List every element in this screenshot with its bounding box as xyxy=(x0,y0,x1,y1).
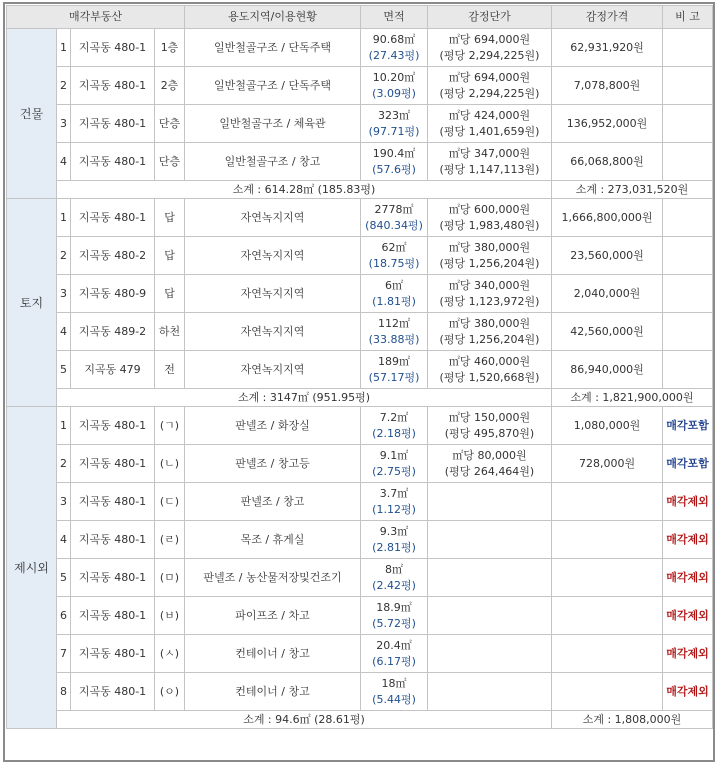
item-location: 지곡동 480-9 xyxy=(71,275,155,313)
item-unit-cell xyxy=(428,559,552,597)
table-row xyxy=(7,597,713,635)
item-area: 7.2㎡ xyxy=(379,410,409,424)
header-use: 용도지역/이용현황 xyxy=(185,6,361,29)
group-label: 건물 xyxy=(7,29,57,199)
table-row xyxy=(7,351,713,389)
item-location: 지곡동 480-1 xyxy=(71,559,155,597)
item-area: 112㎡ xyxy=(378,316,411,330)
item-use: 판넬조 / 창고 xyxy=(185,483,361,521)
item-area-cell xyxy=(361,351,428,389)
item-price: 7,078,800원 xyxy=(552,67,663,105)
subtotal-price: 소계 : 1,821,900,000원 xyxy=(552,389,713,407)
item-unit-pyeong: (평당 1,147,113원) xyxy=(439,162,540,176)
item-price xyxy=(552,673,663,711)
item-area-cell xyxy=(361,673,428,711)
table-row xyxy=(7,313,713,351)
item-price xyxy=(552,559,663,597)
item-floor: (ㅅ) xyxy=(155,635,185,673)
item-number: 1 xyxy=(57,407,71,445)
item-number: 3 xyxy=(57,105,71,143)
item-area-cell xyxy=(361,597,428,635)
item-price: 86,940,000원 xyxy=(552,351,663,389)
table-row xyxy=(7,275,713,313)
item-use: 컨테이너 / 창고 xyxy=(185,635,361,673)
item-unit-cell xyxy=(428,407,552,445)
item-location: 지곡동 480-1 xyxy=(71,521,155,559)
item-floor: (ㅂ) xyxy=(155,597,185,635)
item-price: 1,666,800,000원 xyxy=(552,199,663,237)
item-area-cell xyxy=(361,559,428,597)
group-label: 토지 xyxy=(7,199,57,407)
item-area: 323㎡ xyxy=(378,108,411,122)
item-floor: 답 xyxy=(155,275,185,313)
item-number: 5 xyxy=(57,351,71,389)
item-area-cell xyxy=(361,199,428,237)
item-area-cell xyxy=(361,275,428,313)
item-location: 지곡동 480-1 xyxy=(71,105,155,143)
item-unit-pyeong: (평당 2,294,225원) xyxy=(439,86,540,100)
item-price: 136,952,000원 xyxy=(552,105,663,143)
item-pyeong: (2.42평) xyxy=(372,578,416,592)
item-floor: 답 xyxy=(155,237,185,275)
item-floor: 2층 xyxy=(155,67,185,105)
item-number: 4 xyxy=(57,143,71,181)
table-row xyxy=(7,635,713,673)
item-area: 20.4㎡ xyxy=(376,638,412,652)
item-note xyxy=(663,351,713,389)
item-note xyxy=(663,275,713,313)
table-row xyxy=(7,483,713,521)
header-row xyxy=(7,6,713,29)
item-floor: 단층 xyxy=(155,105,185,143)
table-row xyxy=(7,445,713,483)
item-floor: (ㄴ) xyxy=(155,445,185,483)
item-area-cell xyxy=(361,407,428,445)
item-unit-pyeong: (평당 495,870원) xyxy=(444,426,535,440)
item-unit-sqm: ㎡당 380,000원 xyxy=(448,316,531,330)
item-area: 9.3㎡ xyxy=(379,524,409,538)
item-area-cell xyxy=(361,105,428,143)
item-price: 66,068,800원 xyxy=(552,143,663,181)
item-area: 2778㎡ xyxy=(374,202,414,216)
item-location: 지곡동 480-1 xyxy=(71,407,155,445)
item-unit-pyeong: (평당 1,520,668원) xyxy=(439,370,540,384)
item-unit-cell xyxy=(428,445,552,483)
item-area-cell xyxy=(361,67,428,105)
item-use: 판넬조 / 창고등 xyxy=(185,445,361,483)
item-price: 1,080,000원 xyxy=(552,407,663,445)
item-floor: 하천 xyxy=(155,313,185,351)
item-note: 매각제외 xyxy=(663,597,713,635)
item-area: 90.68㎡ xyxy=(372,32,416,46)
item-location: 지곡동 489-2 xyxy=(71,313,155,351)
item-use: 일반철골구조 / 단독주택 xyxy=(185,67,361,105)
item-use: 일반철골구조 / 창고 xyxy=(185,143,361,181)
item-pyeong: (840.34평) xyxy=(365,218,423,232)
item-area: 18.9㎡ xyxy=(376,600,412,614)
item-unit-sqm: ㎡당 380,000원 xyxy=(448,240,531,254)
item-unit-sqm: ㎡당 347,000원 xyxy=(448,146,531,160)
item-pyeong: (5.72평) xyxy=(372,616,416,630)
item-floor: 전 xyxy=(155,351,185,389)
item-area: 9.1㎡ xyxy=(379,448,409,462)
item-area-cell xyxy=(361,29,428,67)
subtotal-area: 소계 : 94.6㎡ (28.61평) xyxy=(57,711,552,729)
subtotal-area: 소계 : 3147㎡ (951.95평) xyxy=(57,389,552,407)
item-price xyxy=(552,635,663,673)
subtotal-row xyxy=(7,711,713,729)
item-area: 6㎡ xyxy=(385,278,404,292)
item-pyeong: (3.09평) xyxy=(372,86,416,100)
header-area: 면적 xyxy=(361,6,428,29)
item-use: 자연녹지지역 xyxy=(185,351,361,389)
auction-property-table xyxy=(6,5,713,729)
item-unit-cell xyxy=(428,483,552,521)
item-area: 190.4㎡ xyxy=(372,146,416,160)
item-area-cell xyxy=(361,237,428,275)
item-use: 파이프조 / 차고 xyxy=(185,597,361,635)
item-number: 3 xyxy=(57,275,71,313)
item-note xyxy=(663,105,713,143)
item-area-cell xyxy=(361,521,428,559)
item-area: 18㎡ xyxy=(381,676,407,690)
item-unit-sqm: ㎡당 694,000원 xyxy=(448,70,531,84)
item-number: 2 xyxy=(57,67,71,105)
table-row xyxy=(7,559,713,597)
item-pyeong: (6.17평) xyxy=(372,654,416,668)
item-use: 판넬조 / 화장실 xyxy=(185,407,361,445)
item-price: 728,000원 xyxy=(552,445,663,483)
item-use: 판넬조 / 농산물저장및건조기 xyxy=(185,559,361,597)
item-floor: 답 xyxy=(155,199,185,237)
item-use: 일반철골구조 / 체육관 xyxy=(185,105,361,143)
item-location: 지곡동 480-1 xyxy=(71,445,155,483)
item-floor: 단층 xyxy=(155,143,185,181)
item-unit-sqm: ㎡당 460,000원 xyxy=(448,354,531,368)
item-use: 자연녹지지역 xyxy=(185,313,361,351)
item-unit-cell xyxy=(428,105,552,143)
item-pyeong: (57.17평) xyxy=(368,370,420,384)
item-use: 자연녹지지역 xyxy=(185,275,361,313)
item-use: 자연녹지지역 xyxy=(185,199,361,237)
item-unit-sqm: ㎡당 340,000원 xyxy=(448,278,531,292)
item-location: 지곡동 480-1 xyxy=(71,673,155,711)
item-unit-sqm: ㎡당 600,000원 xyxy=(448,202,531,216)
table-row xyxy=(7,237,713,275)
table-row xyxy=(7,521,713,559)
item-note: 매각제외 xyxy=(663,483,713,521)
item-use: 목조 / 휴게실 xyxy=(185,521,361,559)
item-price xyxy=(552,597,663,635)
item-number: 1 xyxy=(57,29,71,67)
item-number: 8 xyxy=(57,673,71,711)
table-row xyxy=(7,143,713,181)
item-pyeong: (57.6평) xyxy=(372,162,416,176)
item-location: 지곡동 480-1 xyxy=(71,199,155,237)
item-note xyxy=(663,67,713,105)
item-note: 매각포함 xyxy=(663,445,713,483)
item-note: 매각제외 xyxy=(663,635,713,673)
item-area-cell xyxy=(361,313,428,351)
table-body xyxy=(7,29,713,729)
item-pyeong: (18.75평) xyxy=(368,256,420,270)
table-row xyxy=(7,67,713,105)
group-label: 제시외 xyxy=(7,407,57,729)
item-number: 7 xyxy=(57,635,71,673)
header-note: 비 고 xyxy=(663,6,713,29)
item-unit-cell xyxy=(428,521,552,559)
item-unit-cell xyxy=(428,597,552,635)
item-pyeong: (1.12평) xyxy=(372,502,416,516)
item-unit-pyeong: (평당 1,401,659원) xyxy=(439,124,540,138)
table-row xyxy=(7,29,713,67)
item-area: 10.20㎡ xyxy=(372,70,416,84)
item-unit-cell xyxy=(428,67,552,105)
item-floor: (ㄱ) xyxy=(155,407,185,445)
item-price xyxy=(552,521,663,559)
item-unit-cell xyxy=(428,673,552,711)
item-unit-pyeong: (평당 2,294,225원) xyxy=(439,48,540,62)
item-note: 매각제외 xyxy=(663,559,713,597)
item-number: 2 xyxy=(57,237,71,275)
item-unit-sqm: ㎡당 150,000원 xyxy=(448,410,531,424)
item-floor: (ㅇ) xyxy=(155,673,185,711)
item-area: 3.7㎡ xyxy=(379,486,409,500)
item-floor: 1층 xyxy=(155,29,185,67)
item-unit-pyeong: (평당 1,256,204원) xyxy=(439,256,540,270)
item-unit-cell xyxy=(428,635,552,673)
item-note xyxy=(663,199,713,237)
item-location: 지곡동 480-2 xyxy=(71,237,155,275)
item-pyeong: (33.88평) xyxy=(368,332,420,346)
item-note: 매각포함 xyxy=(663,407,713,445)
item-number: 1 xyxy=(57,199,71,237)
item-unit-pyeong: (평당 1,983,480원) xyxy=(439,218,540,232)
table-row xyxy=(7,105,713,143)
item-number: 2 xyxy=(57,445,71,483)
item-floor: (ㄹ) xyxy=(155,521,185,559)
header-price: 감정가격 xyxy=(552,6,663,29)
subtotal-price: 소계 : 1,808,000원 xyxy=(552,711,713,729)
item-location: 지곡동 480-1 xyxy=(71,483,155,521)
item-note: 매각제외 xyxy=(663,673,713,711)
item-price: 62,931,920원 xyxy=(552,29,663,67)
item-pyeong: (27.43평) xyxy=(368,48,420,62)
item-price xyxy=(552,483,663,521)
item-unit-cell xyxy=(428,313,552,351)
item-number: 4 xyxy=(57,313,71,351)
item-floor: (ㄷ) xyxy=(155,483,185,521)
item-unit-cell xyxy=(428,143,552,181)
item-number: 6 xyxy=(57,597,71,635)
subtotal-price: 소계 : 273,031,520원 xyxy=(552,181,713,199)
item-area-cell xyxy=(361,445,428,483)
item-location: 지곡동 480-1 xyxy=(71,143,155,181)
item-location: 지곡동 480-1 xyxy=(71,597,155,635)
item-unit-cell xyxy=(428,275,552,313)
item-location: 지곡동 479 xyxy=(71,351,155,389)
item-note xyxy=(663,143,713,181)
item-floor: (ㅁ) xyxy=(155,559,185,597)
item-unit-pyeong: (평당 1,256,204원) xyxy=(439,332,540,346)
header-property: 매각부동산 xyxy=(7,6,185,29)
item-use: 컨테이너 / 창고 xyxy=(185,673,361,711)
item-area-cell xyxy=(361,635,428,673)
item-unit-cell xyxy=(428,237,552,275)
item-pyeong: (2.18평) xyxy=(372,426,416,440)
item-number: 3 xyxy=(57,483,71,521)
item-number: 5 xyxy=(57,559,71,597)
item-unit-sqm: ㎡당 694,000원 xyxy=(448,32,531,46)
item-pyeong: (97.71평) xyxy=(368,124,420,138)
item-area-cell xyxy=(361,143,428,181)
item-number: 4 xyxy=(57,521,71,559)
item-area: 189㎡ xyxy=(378,354,411,368)
item-location: 지곡동 480-1 xyxy=(71,29,155,67)
item-unit-pyeong: (평당 1,123,972원) xyxy=(439,294,540,308)
item-unit-sqm: ㎡당 80,000원 xyxy=(452,448,527,462)
item-unit-pyeong: (평당 264,464원) xyxy=(444,464,535,478)
item-note xyxy=(663,313,713,351)
table-row xyxy=(7,407,713,445)
item-price: 23,560,000원 xyxy=(552,237,663,275)
item-price: 2,040,000원 xyxy=(552,275,663,313)
item-unit-cell xyxy=(428,351,552,389)
item-unit-cell xyxy=(428,29,552,67)
item-note xyxy=(663,237,713,275)
subtotal-row xyxy=(7,181,713,199)
item-price: 42,560,000원 xyxy=(552,313,663,351)
subtotal-row xyxy=(7,389,713,407)
subtotal-area: 소계 : 614.28㎡ (185.83평) xyxy=(57,181,552,199)
table-row xyxy=(7,199,713,237)
item-area: 62㎡ xyxy=(381,240,407,254)
item-area-cell xyxy=(361,483,428,521)
item-location: 지곡동 480-1 xyxy=(71,67,155,105)
item-unit-cell xyxy=(428,199,552,237)
item-use: 일반철골구조 / 단독주택 xyxy=(185,29,361,67)
item-area: 8㎡ xyxy=(385,562,404,576)
item-location: 지곡동 480-1 xyxy=(71,635,155,673)
item-unit-sqm: ㎡당 424,000원 xyxy=(448,108,531,122)
item-pyeong: (2.81평) xyxy=(372,540,416,554)
table-row xyxy=(7,673,713,711)
item-note xyxy=(663,29,713,67)
item-pyeong: (2.75평) xyxy=(372,464,416,478)
item-use: 자연녹지지역 xyxy=(185,237,361,275)
header-unit-price: 감정단가 xyxy=(428,6,552,29)
item-note: 매각제외 xyxy=(663,521,713,559)
item-pyeong: (1.81평) xyxy=(372,294,416,308)
item-pyeong: (5.44평) xyxy=(372,692,416,706)
